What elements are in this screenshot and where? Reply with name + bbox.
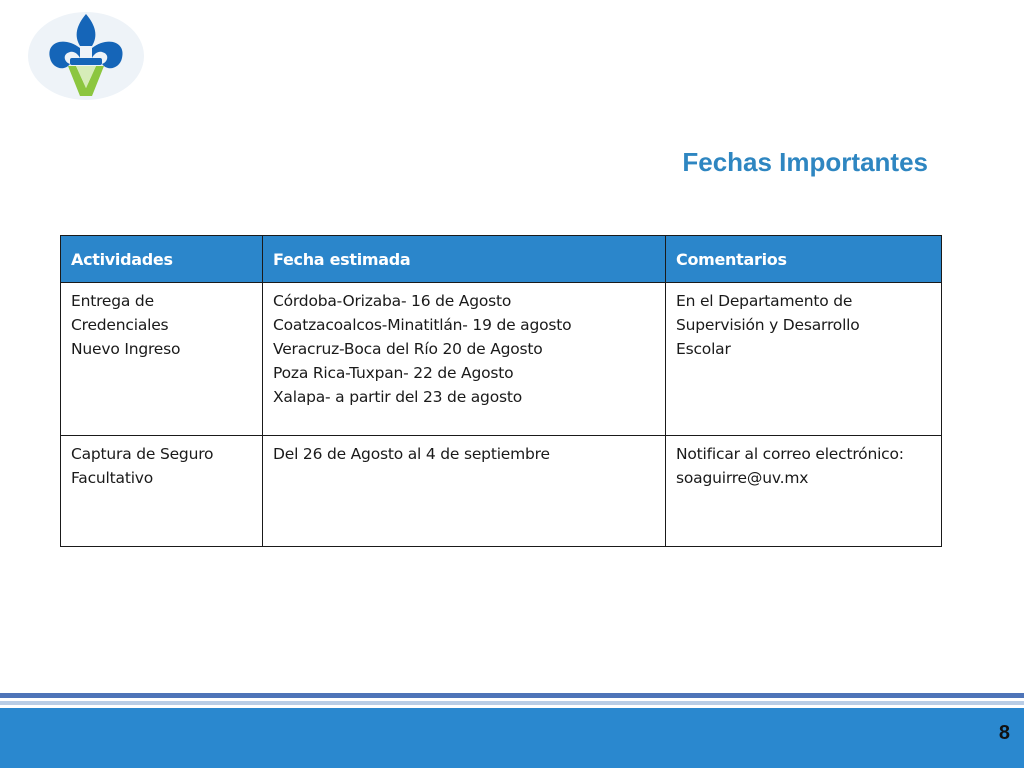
header-actividades: Actividades — [61, 236, 263, 283]
cell-line: En el Departamento de — [676, 292, 853, 310]
page-number: 8 — [998, 722, 1010, 744]
cell-line: Supervisión y Desarrollo — [676, 316, 860, 334]
cell-line: Captura de Seguro — [71, 445, 214, 463]
cell-comentario — [666, 283, 942, 436]
table-header-row — [61, 236, 942, 283]
cell-line: Córdoba-Orizaba- 16 de Agosto — [273, 292, 512, 310]
cell-line: Nuevo Ingreso — [71, 340, 181, 358]
cell-line: Credenciales — [71, 316, 169, 334]
cell-actividad — [61, 436, 263, 547]
cell-line: Notificar al correo electrónico: — [676, 445, 904, 463]
cell-fecha — [263, 436, 666, 547]
cell-line: Entrega de — [71, 292, 154, 310]
cell-fecha — [263, 283, 666, 436]
important-dates-table — [60, 235, 942, 547]
cell-line: Xalapa- a partir del 23 de agosto — [273, 388, 523, 406]
header-comentarios: Comentarios — [666, 236, 942, 283]
header-fecha-estimada: Fecha estimada — [263, 236, 666, 283]
cell-line: Poza Rica-Tuxpan- 22 de Agosto — [273, 364, 514, 382]
cell-line: Escolar — [676, 340, 731, 358]
table-row — [61, 436, 942, 547]
cell-line: Del 26 de Agosto al 4 de septiembre — [273, 445, 550, 463]
cell-actividad — [61, 283, 263, 436]
fleur-de-lis-logo-icon — [24, 6, 144, 102]
university-logo — [24, 6, 144, 102]
cell-comentario — [666, 436, 942, 547]
cell-line: Facultativo — [71, 469, 154, 487]
footer-stripe — [0, 693, 1024, 698]
slide-title: Fechas Importantes — [682, 147, 928, 177]
cell-line: Coatzacoalcos-Minatitlán- 19 de agosto — [273, 316, 572, 334]
footer-bar — [0, 708, 1024, 768]
table-row — [61, 283, 942, 436]
email-link[interactable]: soaguirre@uv.mx — [676, 469, 809, 487]
cell-line: Veracruz-Boca del Río 20 de Agosto — [273, 340, 543, 358]
